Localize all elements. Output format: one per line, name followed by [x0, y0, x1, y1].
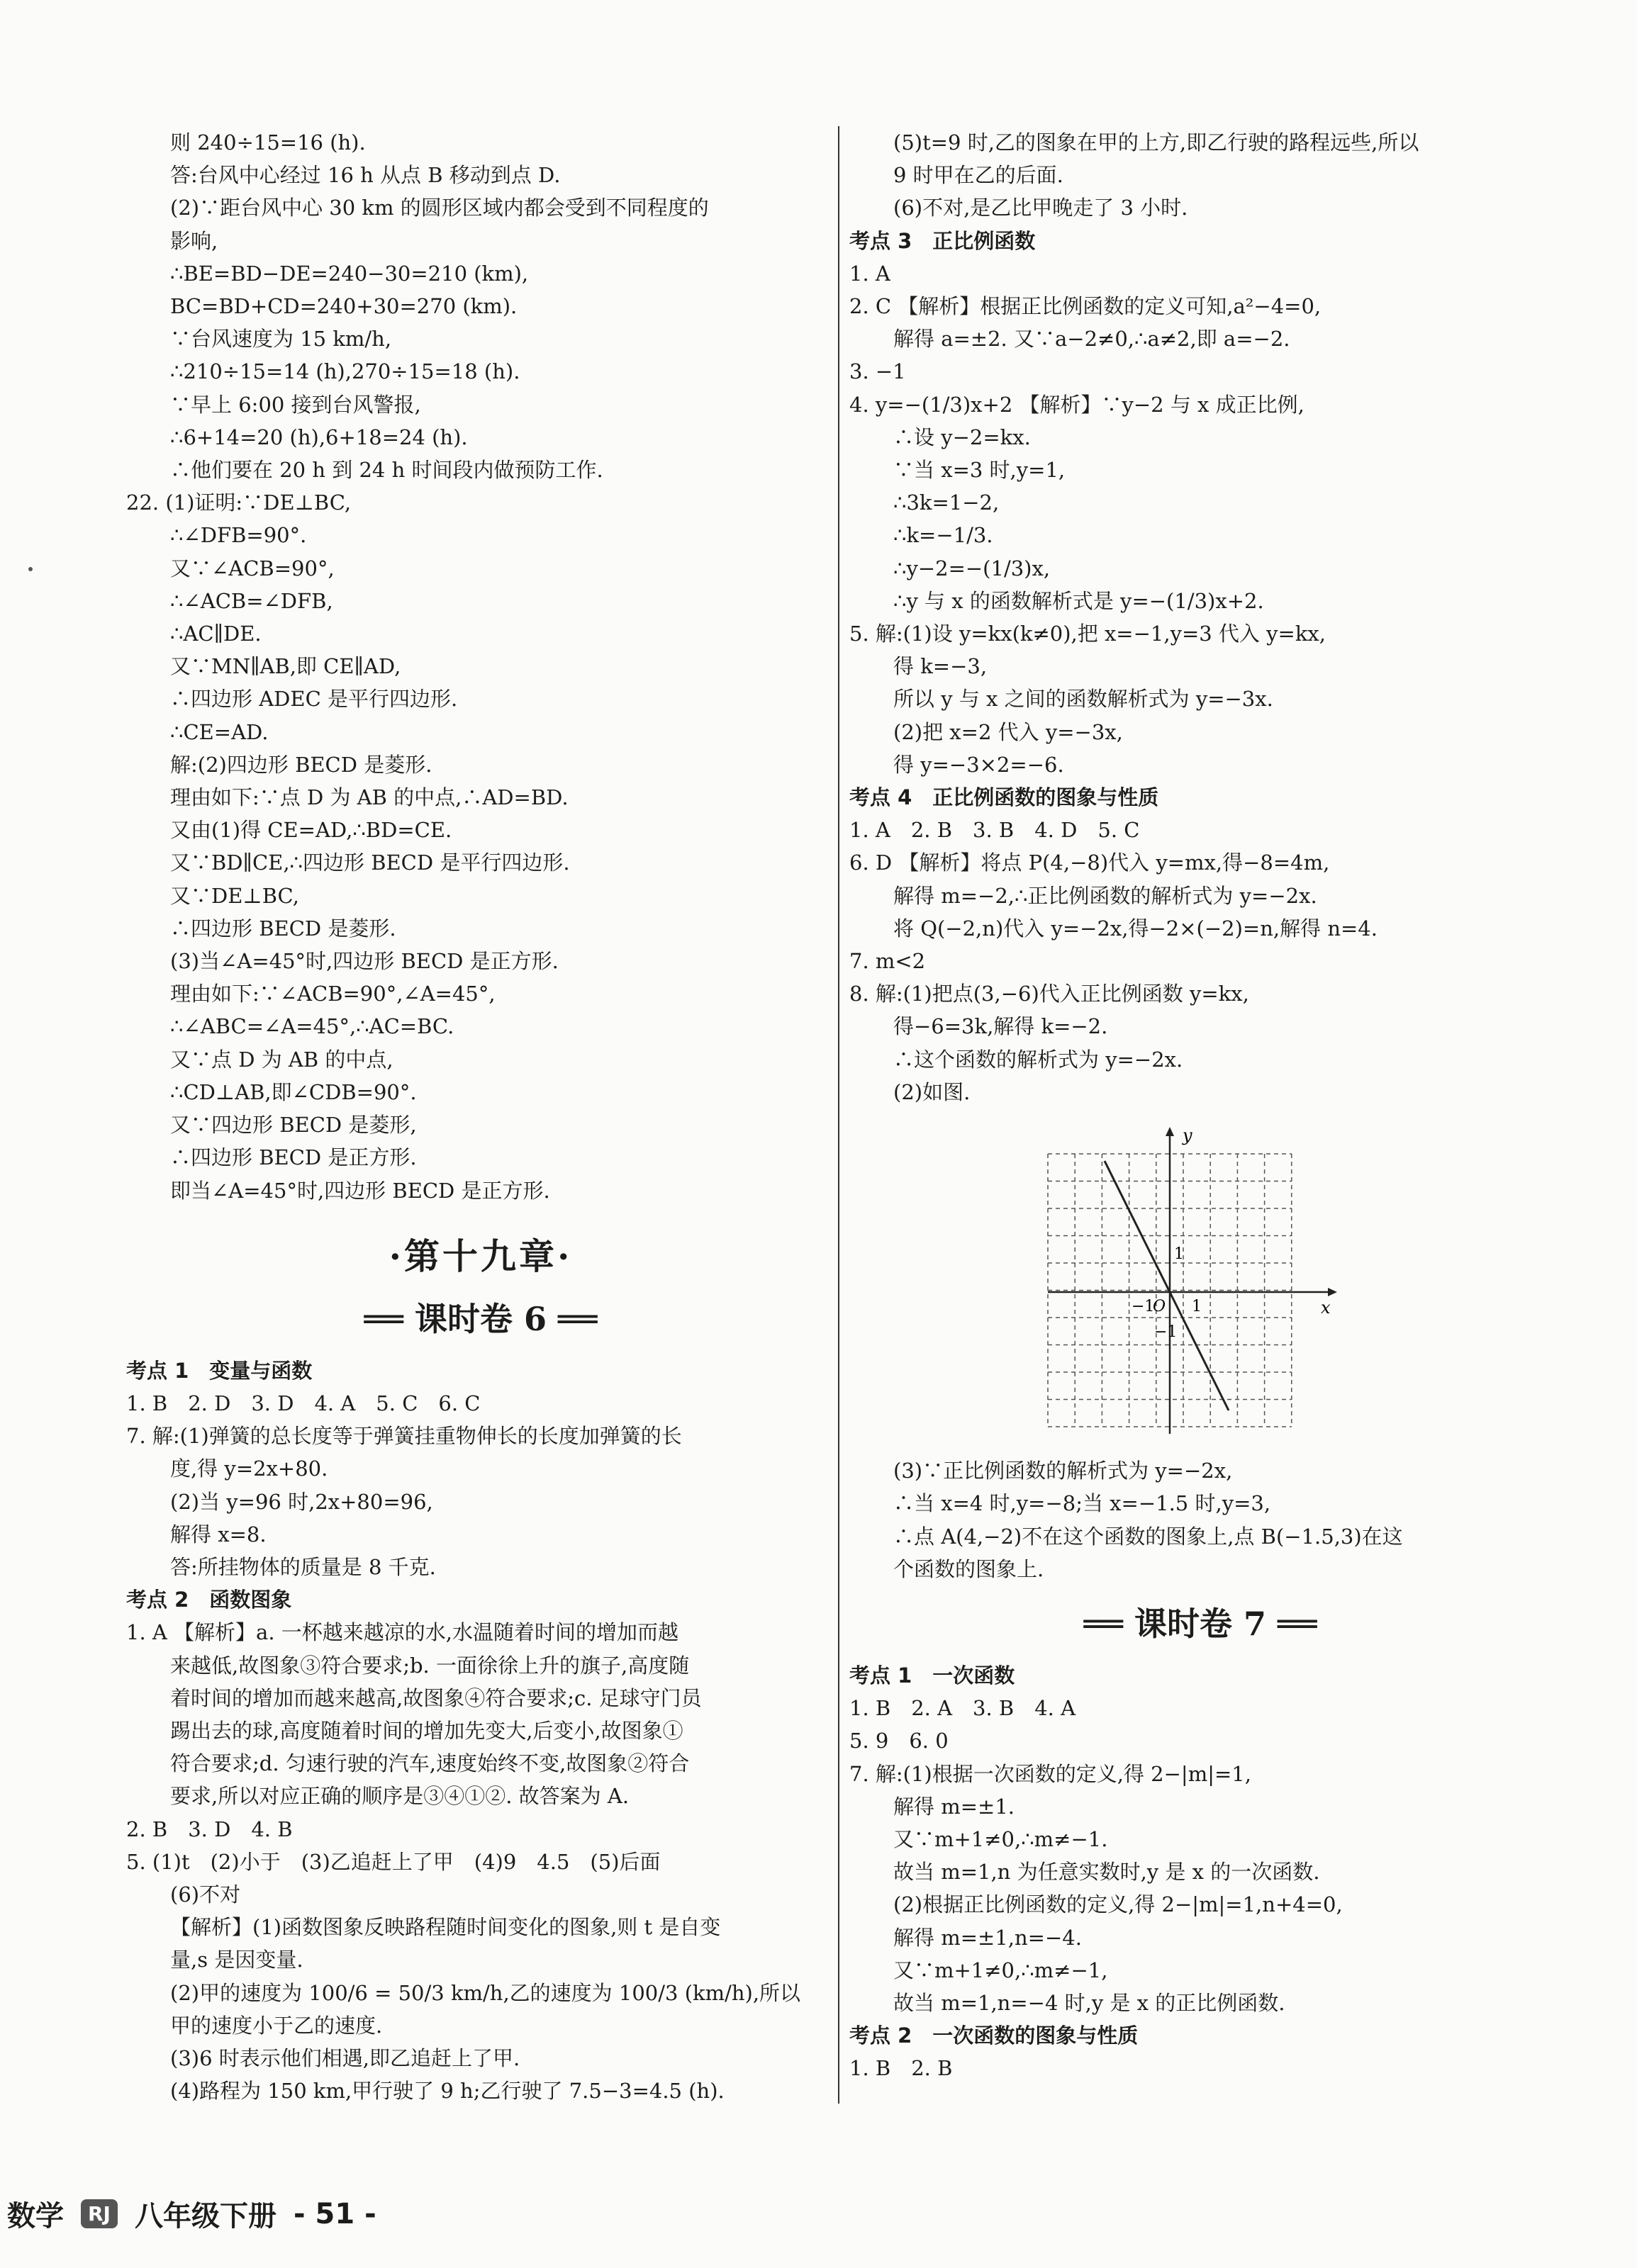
text-line: 量,s 是因变量. — [170, 1948, 303, 1972]
text-line: ∴四边形 ADEC 是平行四边形. — [170, 687, 458, 712]
text-line: 解得 a=±2. 又∵a−2≠0,∴a≠2,即 a=−2. — [893, 327, 1290, 352]
section-heading: 考点 3 正比例函数 — [849, 228, 1036, 253]
tick-label-y-neg1: −1 — [1154, 1323, 1178, 1342]
text-line: 1. A 【解析】a. 一杯越来越凉的水,水温随着时间的增加而越 — [126, 1620, 678, 1645]
lesson-6-title-text: 课时卷 6 — [414, 1299, 547, 1338]
text-line: ∴CE=AD. — [170, 719, 269, 744]
text-line: 1. B 2. D 3. D 4. A 5. C 6. C — [126, 1391, 481, 1415]
text-line: 解得 m=−2,∴正比例函数的解析式为 y=−2x. — [893, 883, 1317, 908]
text-line: 又∵四边形 BECD 是菱形, — [170, 1113, 417, 1138]
text-line: 5. 解:(1)设 y=kx(k≠0),把 x=−1,y=3 代入 y=kx, — [849, 622, 1326, 646]
text-line: 2. B 3. D 4. B — [126, 1817, 293, 1841]
x-label: x — [1321, 1298, 1331, 1318]
tick-label-x-neg1: −1 — [1132, 1298, 1155, 1316]
text-line: ∴∠DFB=90°. — [170, 523, 307, 548]
text-line: ∵当 x=3 时,y=1, — [893, 458, 1066, 483]
text-line: 【解析】(1)函数图象反映路程随时间变化的图象,则 t 是自变 — [170, 1915, 721, 1940]
text-line: 1. A — [849, 261, 890, 286]
right-text-block-3 — [849, 1659, 1551, 2085]
text-line: 理由如下:∵点 D 为 AB 的中点,∴AD=BD. — [170, 785, 569, 810]
text-line: BC=BD+CD=240+30=270 (km). — [170, 294, 518, 319]
page-footer — [7, 2194, 376, 2234]
text-line: 得−6=3k,解得 k=−2. — [893, 1014, 1108, 1039]
text-line: 影响, — [170, 228, 218, 253]
text-line: ∴∠ABC=∠A=45°,∴AC=BC. — [170, 1014, 454, 1039]
text-line: (2)如图. — [893, 1079, 971, 1104]
x-axis-arrow — [1328, 1288, 1337, 1296]
text-line: 得 k=−3, — [893, 654, 988, 679]
text-line: 3. −1 — [849, 359, 906, 384]
text-line: 7. m<2 — [849, 949, 926, 974]
text-line: ∴k=−1/3. — [893, 523, 993, 548]
text-line: 踢出去的球,高度随着时间的增加先变大,后变小,故图象① — [170, 1718, 683, 1743]
text-line: 个函数的图象上. — [893, 1556, 1044, 1581]
text-line: 又∵m+1≠0,∴m≠−1, — [893, 1958, 1108, 1982]
text-line: 1. B 2. B — [849, 2056, 953, 2081]
text-line: 又∵MN∥AB,即 CE∥AD, — [170, 654, 401, 679]
function-graph — [1041, 1125, 1551, 1440]
text-line: 22. (1)证明:∵DE⊥BC, — [126, 490, 352, 515]
right-column — [849, 126, 1551, 2085]
text-line: 又∵BD∥CE,∴四边形 BECD 是平行四边形. — [170, 850, 570, 875]
text-line: (2)甲的速度为 100/6 = 50/3 km/h,乙的速度为 100/3 (km/h),所以 — [170, 1980, 801, 2005]
text-line: 解:(2)四边形 BECD 是菱形. — [170, 752, 432, 777]
graph-svg — [1041, 1125, 1339, 1437]
text-line: (3)当∠A=45°时,四边形 BECD 是正方形. — [170, 949, 559, 974]
lesson-7-title-text: 课时卷 7 — [1134, 1604, 1267, 1643]
text-line: ∴CD⊥AB,即∠CDB=90°. — [170, 1079, 417, 1104]
text-line: (3)6 时表示他们相遇,即乙追赶上了甲. — [170, 2045, 520, 2070]
text-line: 度,得 y=2x+80. — [170, 1456, 328, 1481]
text-line: 2. C 【解析】根据正比例函数的定义可知,a²−4=0, — [849, 294, 1322, 319]
text-line: (6)不对,是乙比甲晚走了 3 小时. — [893, 196, 1188, 220]
text-line: 答:台风中心经过 16 h 从点 B 移动到点 D. — [170, 163, 561, 188]
text-line: 解得 x=8. — [170, 1522, 267, 1546]
text-line: 甲的速度小于乙的速度. — [170, 2013, 383, 2038]
text-line: ∴点 A(4,−2)不在这个函数的图象上,点 B(−1.5,3)在这 — [893, 1524, 1403, 1549]
text-line: (3)∵正比例函数的解析式为 y=−2x, — [893, 1459, 1233, 1483]
right-text-block-2 — [849, 1454, 1551, 1585]
text-line: ∴y−2=−(1/3)x, — [893, 556, 1051, 580]
text-line: ∴y 与 x 的函数解析式是 y=−(1/3)x+2. — [893, 588, 1264, 613]
text-line: 着时间的增加而越来越高,故图象④符合要求;c. 足球守门员 — [170, 1685, 702, 1710]
text-line: ∴他们要在 20 h 到 24 h 时间段内做预防工作. — [170, 458, 603, 483]
text-line: (2)把 x=2 代入 y=−3x, — [893, 719, 1123, 744]
origin-label: O — [1153, 1298, 1166, 1316]
text-line: 将 Q(−2,n)代入 y=−2x,得−2×(−2)=n,解得 n=4. — [893, 916, 1378, 941]
text-line: ∴210÷15=14 (h),270÷15=18 (h). — [170, 359, 520, 384]
section-heading: 考点 4 正比例函数的图象与性质 — [849, 785, 1159, 810]
text-line: 7. 解:(1)弹簧的总长度等于弹簧挂重物伸长的长度加弹簧的长 — [126, 1424, 682, 1449]
text-line: 1. B 2. A 3. B 4. A — [849, 1696, 1076, 1721]
text-line: (2)根据正比例函数的定义,得 2−|m|=1,n+4=0, — [893, 1892, 1343, 1917]
text-line: 理由如下:∵∠ACB=90°,∠A=45°, — [170, 982, 496, 1006]
text-line: ∴设 y−2=kx. — [893, 425, 1031, 449]
section-heading: 考点 2 一次函数的图象与性质 — [849, 2023, 1139, 2048]
text-line: (2)当 y=96 时,2x+80=96, — [170, 1489, 433, 1514]
text-line: 5. 9 6. 0 — [849, 1729, 949, 1753]
text-line: 即当∠A=45°时,四边形 BECD 是正方形. — [170, 1178, 550, 1203]
text-line: ∴∠ACB=∠DFB, — [170, 588, 333, 613]
text-line: 来越低,故图象③符合要求;b. 一面徐徐上升的旗子,高度随 — [170, 1653, 690, 1678]
section-heading: 考点 1 一次函数 — [849, 1663, 1015, 1688]
text-line: 得 y=−3×2=−6. — [893, 752, 1064, 777]
text-line: 6. D 【解析】将点 P(4,−8)代入 y=mx,得−8=4m, — [849, 850, 1330, 875]
text-line: (6)不对 — [170, 1882, 241, 1907]
footer-subject: 数学 — [7, 2200, 64, 2233]
text-line: 解得 m=±1,n=−4. — [893, 1925, 1082, 1950]
text-line: 又由(1)得 CE=AD,∴BD=CE. — [170, 818, 452, 843]
right-text-block — [849, 126, 1551, 1108]
text-line: ∵台风速度为 15 km/h, — [170, 327, 392, 352]
left-column — [126, 126, 835, 2107]
text-line: 所以 y 与 x 之间的函数解析式为 y=−3x. — [893, 687, 1273, 712]
text-line: ∴6+14=20 (h),6+18=24 (h). — [170, 425, 468, 449]
text-line: ∵早上 6:00 接到台风警报, — [170, 392, 421, 417]
tick-label-y-1: 1 — [1174, 1245, 1184, 1264]
text-line: (2)∵距台风中心 30 km 的圆形区域内都会受到不同程度的 — [170, 196, 709, 220]
text-line: 8. 解:(1)把点(3,−6)代入正比例函数 y=kx, — [849, 982, 1249, 1006]
footer-grade: 八年级下册 — [134, 2200, 276, 2233]
text-line: ∴当 x=4 时,y=−8;当 x=−1.5 时,y=3, — [893, 1491, 1271, 1516]
text-line: ∴3k=1−2, — [893, 490, 1000, 515]
text-line: ∴四边形 BECD 是正方形. — [170, 1145, 417, 1170]
left-text-block-2 — [126, 1354, 835, 2108]
section-heading: 考点 1 变量与函数 — [126, 1358, 313, 1383]
left-text-block — [126, 126, 835, 1207]
text-line: 又∵m+1≠0,∴m≠−1. — [893, 1826, 1108, 1851]
text-line: 7. 解:(1)根据一次函数的定义,得 2−|m|=1, — [849, 1761, 1251, 1786]
column-divider — [838, 126, 839, 2104]
text-line: ∴这个函数的解析式为 y=−2x. — [893, 1047, 1183, 1072]
text-line: 故当 m=1,n 为任意实数时,y 是 x 的一次函数. — [893, 1860, 1320, 1885]
text-line: 符合要求;d. 匀速行驶的汽车,速度始终不变,故图象②符合 — [170, 1751, 690, 1776]
section-heading: 考点 2 函数图象 — [126, 1588, 292, 1612]
text-line: ∴四边形 BECD 是菱形. — [170, 916, 396, 941]
lesson-6-title: ══ 课时卷 6 ══ — [364, 1299, 598, 1338]
footer-page-number: - 51 - — [293, 2197, 376, 2230]
text-line: 又∵点 D 为 AB 的中点, — [170, 1047, 393, 1072]
text-line: ∴BE=BD−DE=240−30=210 (km), — [170, 261, 529, 286]
text-line: 又∵DE⊥BC, — [170, 883, 299, 908]
text-line: 又∵∠ACB=90°, — [170, 556, 335, 580]
text-line: 则 240÷15=16 (h). — [170, 130, 366, 155]
text-line: 4. y=−(1/3)x+2 【解析】∵y−2 与 x 成正比例, — [849, 392, 1304, 417]
text-line: 答:所挂物体的质量是 8 千克. — [170, 1554, 436, 1579]
text-line: 要求,所以对应正确的顺序是③④①②. 故答案为 A. — [170, 1784, 630, 1809]
text-line: 1. A 2. B 3. B 4. D 5. C — [849, 818, 1140, 843]
text-line: (4)路程为 150 km,甲行驶了 9 h;乙行驶了 7.5−3=4.5 (h). — [170, 2079, 725, 2104]
y-axis-arrow — [1166, 1127, 1174, 1136]
scan-mark — [28, 567, 33, 571]
tick-label-x-1: 1 — [1192, 1298, 1202, 1316]
text-line: 5. (1)t (2)小于 (3)乙追赶上了甲 (4)9 4.5 (5)后面 — [126, 1849, 661, 1874]
text-line: 故当 m=1,n=−4 时,y 是 x 的正比例函数. — [893, 1990, 1285, 2015]
text-line: 9 时甲在乙的后面. — [893, 163, 1063, 188]
text-line: 解得 m=±1. — [893, 1794, 1015, 1819]
lesson-7-title: ══ 课时卷 7 ══ — [1083, 1604, 1317, 1643]
text-line: (5)t=9 时,乙的图象在甲的上方,即乙行驶的路程远些,所以 — [893, 130, 1419, 155]
function-line — [1105, 1161, 1229, 1410]
footer-edition-badge: RJ — [81, 2199, 118, 2228]
text-line: ∴AC∥DE. — [170, 622, 262, 646]
y-label: y — [1183, 1125, 1192, 1146]
chapter-title: ·第十九章· — [389, 1235, 573, 1277]
